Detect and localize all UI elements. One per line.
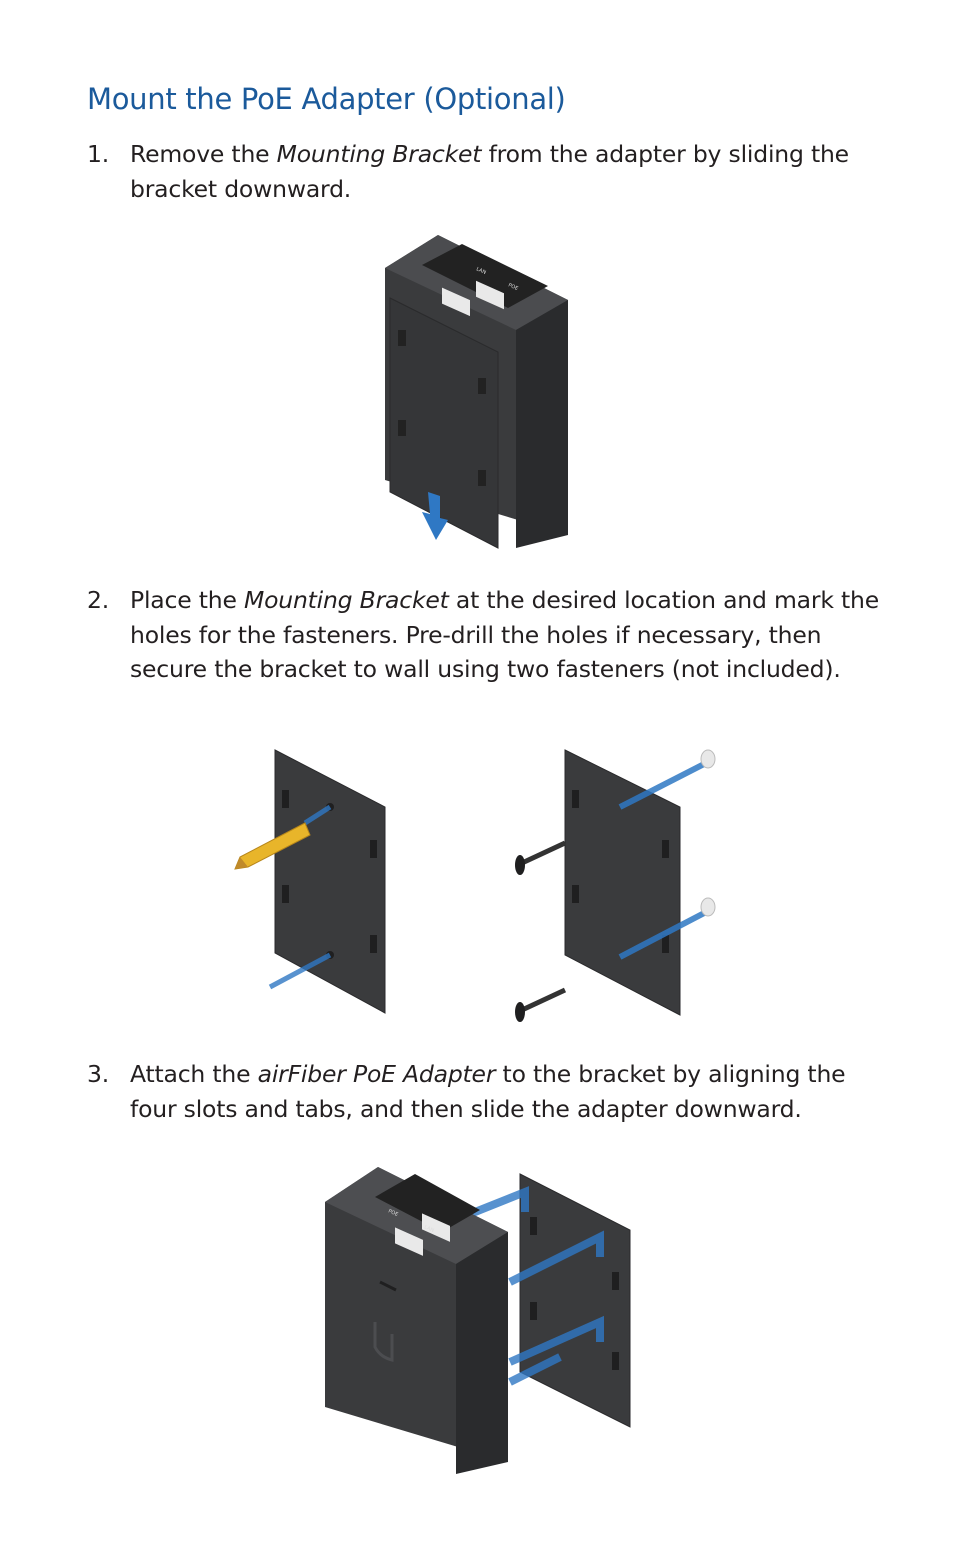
wall-anchor-icon <box>701 898 715 916</box>
figure-secure-bracket <box>510 745 725 1025</box>
step-text: Place the Mounting Bracket at the desired location and mark the holes for the fasteners. Pre-drill the holes if necessary, then secure the bracket to wall using two fasteners (not included). <box>130 586 879 683</box>
step-number: 2. <box>87 586 110 614</box>
page-title: Mount the PoE Adapter (Optional) <box>87 82 566 116</box>
step-text: Remove the Mounting Bracket from the adapter by sliding the bracket downward. <box>130 140 849 203</box>
step-number: 3. <box>87 1060 110 1088</box>
step-emphasis: Mounting Bracket <box>244 586 449 614</box>
figure-remove-bracket <box>380 230 580 555</box>
mounting-bracket-illustration <box>520 1174 630 1427</box>
port-label-poe: POE <box>387 1208 399 1218</box>
step-1 <box>87 137 887 206</box>
step-emphasis: Mounting Bracket <box>276 140 482 168</box>
wall-anchor-icon <box>701 750 715 768</box>
port-label-poe: POE <box>507 282 519 292</box>
step-2 <box>87 583 887 687</box>
step-number: 1. <box>87 140 110 168</box>
figure-mark-holes <box>230 745 400 1020</box>
port-label-lan: LAN <box>423 1224 435 1234</box>
step-emphasis: airFiber PoE Adapter <box>257 1060 496 1088</box>
screw-icon <box>515 843 565 875</box>
screw-icon <box>515 990 565 1022</box>
step-text: Attach the airFiber PoE Adapter to the bracket by aligning the four slots and tabs, and then slide the adapter downward. <box>130 1060 846 1123</box>
figure-attach-adapter <box>320 1162 640 1477</box>
step-3 <box>87 1057 887 1126</box>
port-label-lan: LAN <box>475 266 487 276</box>
